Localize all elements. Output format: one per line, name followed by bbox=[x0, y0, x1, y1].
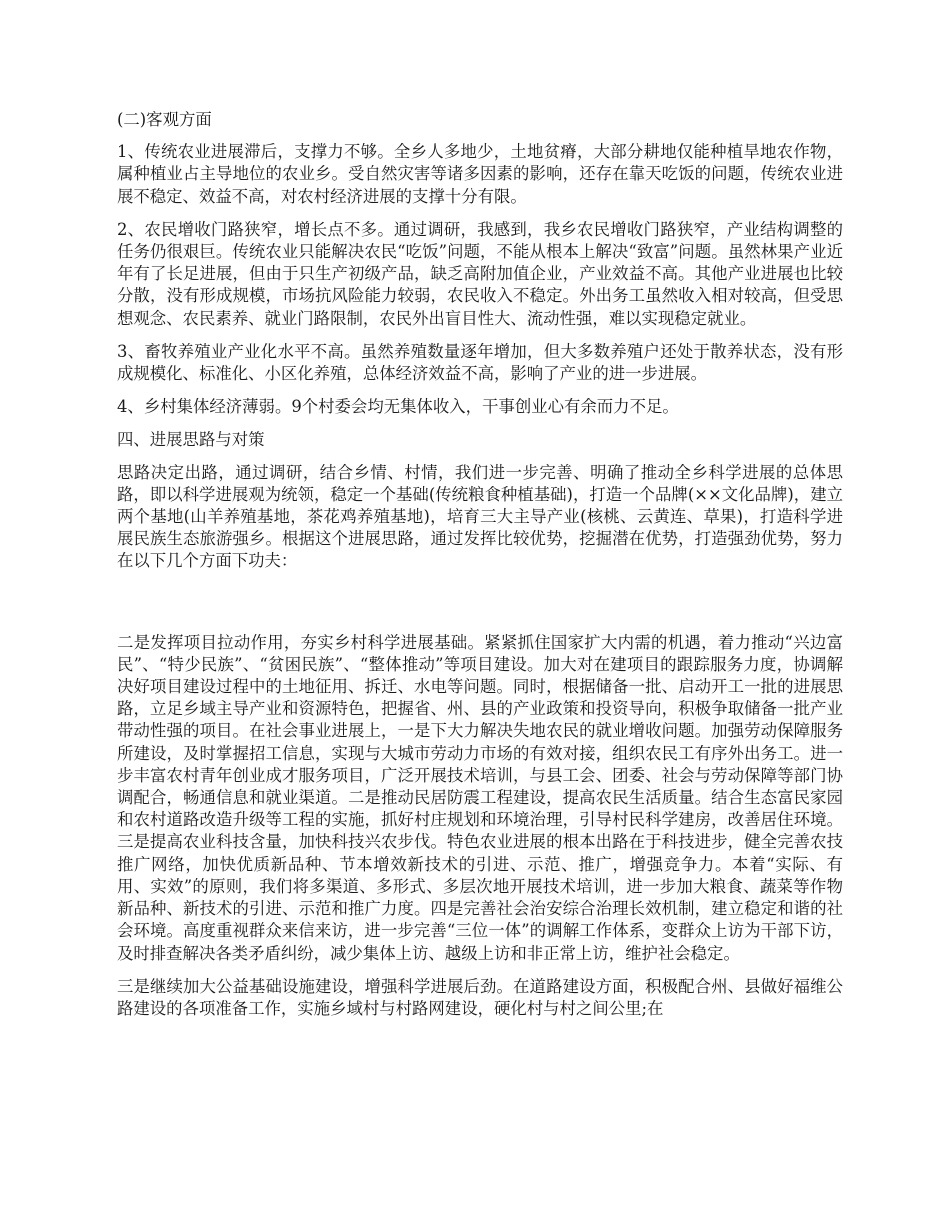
section-heading-development-strategy: 四、进展思路与对策 bbox=[117, 430, 265, 450]
document-page bbox=[117, 109, 843, 1031]
paragraph-development-approach: 思路决定出路，通过调研，结合乡情、村情，我们进一步完善、明确了推动全乡科学进展的总体思路，即以科学进展观为统领，稳定一个基础(传统粮食种植基础)，打造一个品牌(××文化品牌)，建立两个基地(山羊养殖基地，茶花鸡养殖基地)，培育三大主导产业(核桃、云黄连、草果)，打造科学进展民族生态旅游强乡。根据这个进展思路，通过发挥比较优势，挖掘潜在优势，打造强劲优势，努力在以下几个方面下功夫： bbox=[117, 462, 843, 571]
blank-spacer bbox=[117, 584, 843, 632]
paragraph-traditional-agriculture: 1、传统农业进展滞后，支撑力不够。全乡人多地少，土地贫瘠，大部分耕地仅能种植旱地农作物，属种植业占主导地位的农业乡。受自然灾害等诸多因素的影响，还存在靠天吃饭的问题，传统农业进展不稳定、效益不高，对农村经济进展的支撑十分有限。 bbox=[117, 142, 843, 206]
paragraph-public-infrastructure: 三是继续加大公益基础设施建设，增强科学进展后劲。在道路建设方面，积极配合州、县做好福维公路建设的各项准备工作，实施乡域村与村路网建设，硬化村与村之间公里;在 bbox=[117, 976, 843, 1018]
paragraph-livestock: 3、畜牧养殖业产业化水平不高。虽然养殖数量逐年增加，但大多数养殖户还处于散养状态，没有形成规模化、标准化、小区化养殖，总体经济效益不高，影响了产业的进一步进展。 bbox=[117, 341, 843, 384]
section-heading-objective: (二)客观方面 bbox=[117, 110, 212, 129]
paragraph-project-drive: 二是发挥项目拉动作用，夯实乡村科学进展基础。紧紧抓住国家扩大内需的机遇，着力推动“兴边富民”、“特少民族”、“贫困民族”、“整体推动”等项目建设。加大对在建项目的跟踪服务力度，协调解决好项目建设过程中的土地征用、拆迁、水电等问题。同时，根据储备一批、启动开工一批的进展思路，立足乡域主导产业和资源特色，把握省、州、县的产业政策和投资导向，积极争取储备一批产业带动性强的项目。在社会事业进展上，一是下大力解决失地农民的就业增收问题。加强劳动保障服务所建设，及时掌握招工信息，实现与大城市劳动力市场的有效对接，组织农民工有序外出务工。进一步丰富农村青年创业成才服务项目，广泛开展技术培训，与县工会、团委、社会与劳动保障等部门协调配合，畅通信息和就业渠道。二是推动民居防震工程建设，提高农民生活质量。结合生态富民家园和农村道路改造升级等工程的实施，抓好村庄规划和环境治理，引导村民科学建房，改善居住环境。三是提高农业科技含量，加快科技兴农步伐。特色农业进展的根本出路在于科技进步，健全完善农技推广网络，加快优质新品种、节本增效新技术的引进、示范、推广，增强竞争力。本着“实际、有用、实效”的原则，我们将多渠道、多形式、多层次地开展技术培训，进一步加大粮食、蔬菜等作物新品种、新技术的引进、示范和推广力度。四是完善社会治安综合治理长效机制，建立稳定和谐的社会环境。高度重视群众来信来访，进一步完善“三位一体”的调解工作体系，变群众上访为干部下访，及时排查解决各类矛盾纠纷，减少集体上访、越级上访和非正常上访，维护社会稳定。 bbox=[117, 632, 843, 963]
paragraph-collective-economy: 4、乡村集体经济薄弱。9个村委会均无集体收入，干事创业心有余而力不足。 bbox=[117, 397, 679, 417]
paragraph-farmer-income: 2、农民增收门路狭窄，增长点不多。通过调研，我感到，我乡农民增收门路狭窄，产业结构调整的任务仍很艰巨。传统农业只能解决农民“吃饭”问题，不能从根本上解决“致富”问题。虽然林果产业近年有了长足进展，但由于只生产初级产品，缺乏高附加值企业，产业效益不高。其他产业进展也比较分散，没有形成规模，市场抗风险能力较弱，农民收入不稳定。外出务工虽然收入相对较高，但受思想观念、农民素养、就业门路限制，农民外出盲目性大、流动性强，难以实现稳定就业。 bbox=[117, 219, 843, 328]
